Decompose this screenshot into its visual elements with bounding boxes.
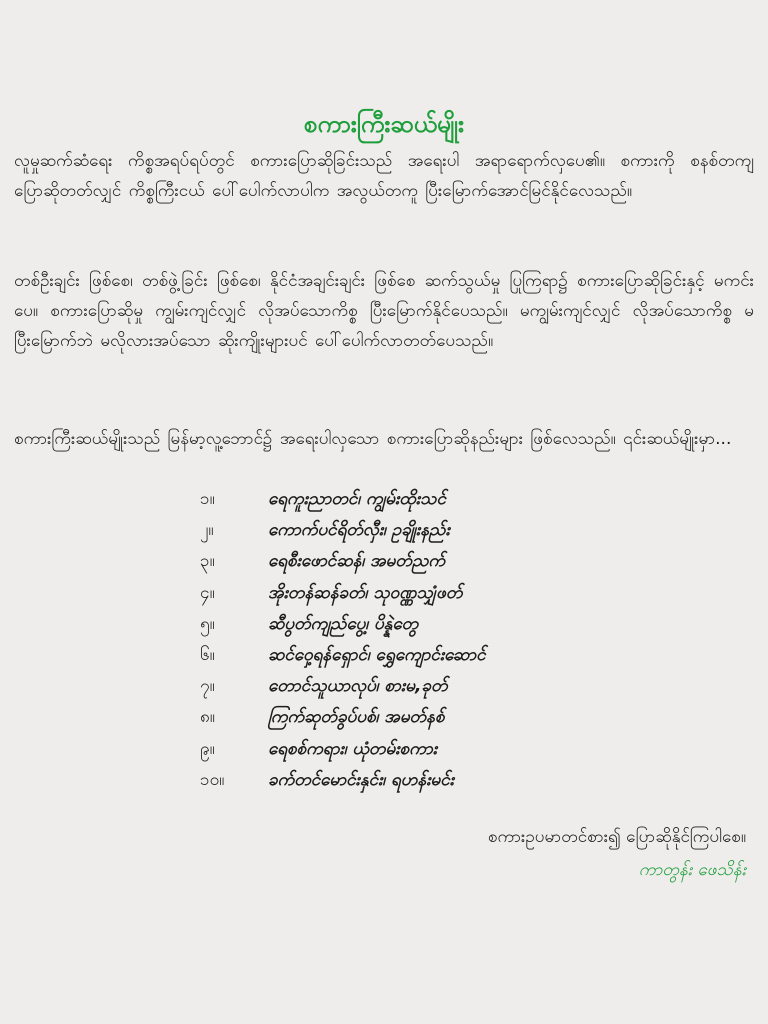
list-item (0, 640, 768, 671)
list-item (0, 578, 768, 609)
list-item-text: အိုးတန်ဆန်ခတ်၊ သုဝဏ္ဏသျှံဖတ် (268, 582, 463, 603)
list-item-number: ၄။ (200, 582, 215, 603)
list-item-number: ၅။ (200, 613, 215, 634)
list-item-number: ၆။ (200, 644, 215, 665)
list-item-number: ၃။ (200, 551, 215, 572)
list-item-number: ၇။ (200, 676, 215, 697)
intro-paragraph: လူမှုဆက်ဆံရေး ကိစ္စအရပ်ရပ်တွင် စကားပြောဆိုခြင်းသည် အရေးပါ အရာရောက်လှပေ၏။ စကားကို စနစ်တကျ ပြောဆိုတတ်လျှင် ကိစ္စကြီးငယ် ပေါ်ပေါက်လာပါက အလွယ်တကူ ပြီးမြောက်အောင်မြင်နိုင်လေသည်။ (14, 151, 754, 201)
list-item-text: တောင်သူယာလုပ်၊ စားမ,ခုတ် (268, 676, 448, 697)
list-item (0, 765, 768, 796)
list-item (0, 702, 768, 733)
author-credit: ကာတွန်း ဖေသိန်း (638, 860, 746, 880)
communication-paragraph: တစ်ဦးချင်း ဖြစ်စေ၊ တစ်ဖွဲ့ခြင်း ဖြစ်စေ၊ နိုင်ငံအချင်းချင်း ဖြစ်စေ ဆက်သွယ်မှု ပြုကြရာ၌ စကားပြောဆိုခြင်းနှင့် မကင်းပေ။ စကားပြောဆိုမှု ကျွမ်းကျင်လျှင် လိုအပ်သောကိစ္စ ပြီးမြောက်နိုင်ပေသည်။ မကျွမ်းကျင်လျှင် လိုအပ်သောကိစ္စ မပြီးမြောက်ဘဲ မလိုလားအပ်သော ဆိုးကျိုးများပင် ပေါ်ပေါက်လာတတ်ပေသည်။ (14, 271, 754, 351)
list-item-number: ၁။ (200, 489, 215, 509)
list-item-text: ခက်တင်မောင်းနှင်း၊ ရဟန်းမင်း (268, 769, 454, 790)
list-item-number: ၉။ (200, 738, 215, 759)
list-intro-paragraph: စကားကြီးဆယ်မျိုးသည် မြန်မာ့လူ့ဘောင်၌ အရေးပါလှသော စကားပြောဆိုနည်းများ ဖြစ်လေသည်။ ၎င်းဆယ်မျိုးမှာ... (14, 429, 732, 449)
list-item (0, 609, 768, 640)
list-item-text: ကြက်ဆုတ်ခွပ်ပစ်၊ အမတ်နစ် (268, 707, 445, 728)
list-item-text: ရေစီးဖောင်ဆန်၊ အမတ်ညက် (268, 551, 446, 572)
list-item (0, 546, 768, 577)
list-item-text: ကောက်ပင်ရိတ်လှီး၊ ဥချိုးနည်း (268, 520, 450, 541)
document-title: စကားကြီးဆယ်မျိုး (303, 110, 465, 138)
list-item-text: ရေကူးညာတင်၊ ကျွမ်းထိုးသင် (268, 489, 446, 509)
list-item-number: ၈။ (200, 707, 215, 728)
list-item (0, 484, 768, 515)
list-item (0, 734, 768, 765)
closing-line: စကားဥပမာတင်စား၍ ပြောဆိုနိုင်ကြပါစေ။ (487, 827, 746, 847)
list-item (0, 515, 768, 546)
list-item-text: ဆီပွတ်ကျည်ပွေ့၊ ပိန္နဲတွေ (268, 613, 419, 634)
list-item (0, 671, 768, 702)
list-item-number: ၁၀။ (200, 769, 225, 790)
sayings-list (0, 484, 768, 796)
list-item-text: ရေစစ်ကရား၊ ယုံတမ်းစကား (268, 738, 438, 759)
list-item-number: ၂။ (200, 520, 214, 541)
list-item-text: ဆင်ဝှေ့ရန်ရှောင်၊ ရွှေကျောင်းဆောင် (268, 644, 486, 665)
